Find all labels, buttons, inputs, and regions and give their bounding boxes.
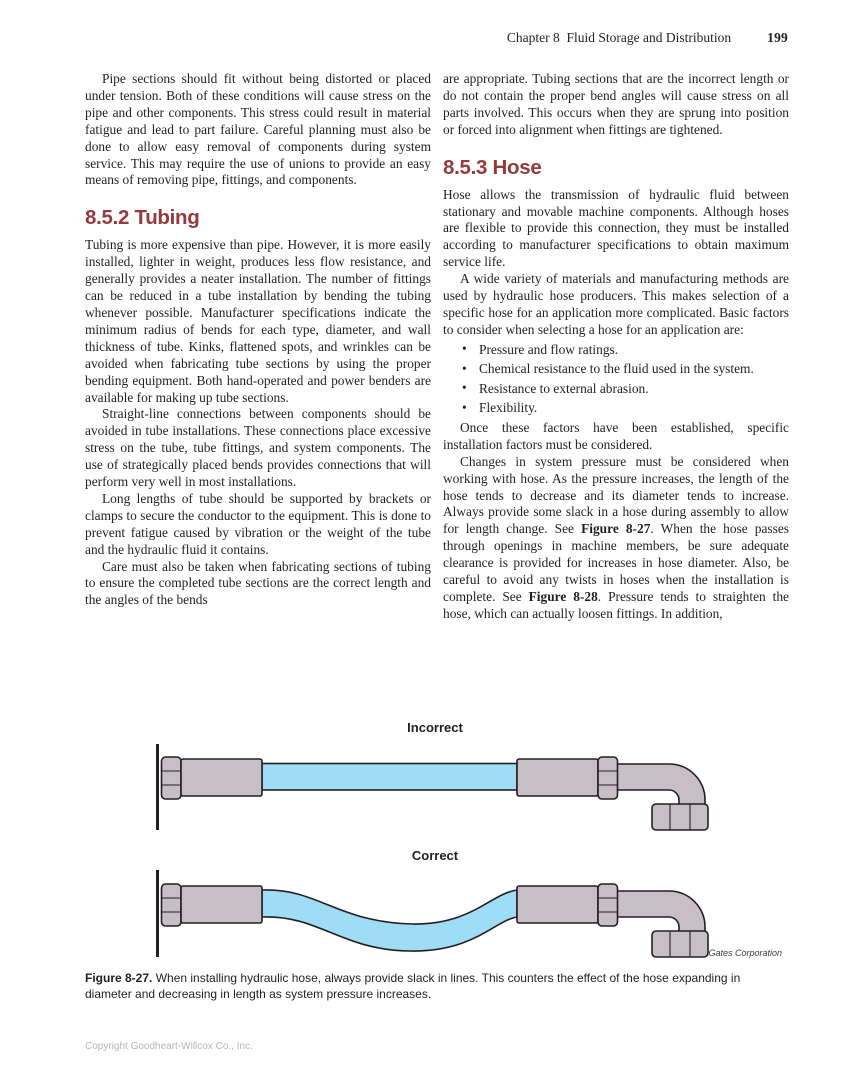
paragraph-pipe-sections: Pipe sections should fit without being distorted or placed under tension. Both of these conditions will cause stress on the pipe and other components. This stress could result in material fatigue and lead to part failure. Careful planning must also be done to allow easy removal of components during system service. This may require the use of unions to provide an easy means of removing pipe, fittings, and components. — [85, 71, 431, 188]
list-item-text: Flexibility. — [479, 400, 538, 415]
chapter-title: Chapter 8 Fluid Storage and Distribution — [506, 30, 732, 45]
left-column — [85, 71, 431, 609]
list-item-text: Chemical resistance to the fluid used in the system. — [479, 361, 754, 377]
correct-label: Correct — [411, 848, 459, 863]
figure-8-27-reference: Figure 8-27 — [581, 521, 651, 537]
paragraph-care: Care must also be taken when fabricating sections of tubing to ensure the completed tube sections are the correct length and the angles of the bends — [85, 558, 431, 608]
right-column — [443, 71, 789, 623]
bullet-glyph: • — [462, 360, 467, 376]
bullet-glyph: • — [462, 399, 467, 415]
paragraph-long-lengths: Long lengths of tube should be supported by brackets or clamps to secure the conductor to the equipment. This is done to prevent fatigue caused by vibration or the weight of the tube and the hydraulic fluid it contains. — [85, 490, 431, 557]
list-item — [462, 400, 789, 417]
left-fitting-sleeve — [181, 759, 262, 796]
changes-text: Changes in system pressure must be considered when working with hose. As the pressure increases, the length of the hose tends to decrease and its diameter tends to increase. Always provide some slack in a hose during assembly to allow for length change. See — [443, 453, 789, 537]
bullet-glyph: • — [462, 341, 467, 357]
section-heading-hose: 8.5.3 Hose — [443, 155, 542, 179]
paragraph-straight-line: Straight-line connections between components should be avoided in tube installations. These connections place excessive stress on the tube, tube fittings, and system components. The use of strategically placed bends provides connections that will perform very well in most installations. — [85, 406, 431, 490]
paragraph-hose-intro: Hose allows the transmission of hydraulic fluid between stationary and movable machine components. Although hoses are flexible to provide this connection, they must be installed according to manufacturer specifications to obtain maximum service life. — [443, 186, 789, 270]
figure-8-28-reference: Figure 8-28 — [528, 588, 598, 604]
section-heading-tubing: 8.5.2 Tubing — [85, 206, 200, 230]
figure-credit: Gates Corporation — [708, 948, 782, 958]
hose-factor-list — [443, 342, 789, 417]
paragraph-once-factors: Once these factors have been established, specific installation factors must be considered. — [443, 419, 789, 452]
running-head — [0, 30, 788, 46]
bottom-hex-nut — [652, 931, 708, 957]
left-hex-nut — [162, 757, 182, 799]
copyright-notice: Copyright Goodheart-Willcox Co., Inc. — [85, 1041, 253, 1052]
slack-hose — [262, 890, 517, 951]
figure-8-27-illustration — [0, 710, 849, 968]
figure-caption — [85, 970, 767, 1002]
right-fitting-sleeve — [517, 759, 598, 796]
incorrect-label: Incorrect — [407, 720, 463, 735]
paragraph-appropriate: are appropriate. Tubing sections that are the incorrect length or do not contain the proper bend angles will cause stress on all parts involved. This occurs when they are sprung into position or forced into alignment when fittings are tightened. — [443, 71, 789, 137]
bullet-glyph: • — [462, 380, 467, 396]
paragraph-changes — [443, 454, 789, 623]
paragraph-tubing-intro: Tubing is more expensive than pipe. However, it is more easily installed, lighter in weight, produces less flow resistance, and generally provides a neater installation. The number of fittings can be reduced in a tube installation by bending the tubing whenever possible. Manufacturer specifications indicate the minimum radius of bends for each type, diameter, and wall thickness of tube. Kinks, flattened spots, and wrinkles can be avoided when fabricating tube sections by using the proper bending equipment. Both hand-operated and power benders are available for making up tube sections. — [85, 237, 431, 405]
changes-text: . Pressure tends to straighten the hose, which can actually loosen fittings. In addition, — [443, 588, 789, 621]
list-item — [462, 381, 789, 398]
bottom-hex-nut — [652, 804, 708, 830]
paragraph-wide-variety: A wide variety of materials and manufacturing methods are used by hydraulic hose producers. This makes selection of a specific hose for an application more complicated. Basic factors to consider when selecting a hose for an application are: — [443, 271, 789, 337]
list-item — [462, 342, 789, 359]
changes-text: . When the hose passes through openings in machine members, be sure adequate clearance is provided for increases in hose diameter. Also, be careful to avoid any twists in hoses when the installation is complete. See — [443, 521, 790, 604]
figure-caption-text: When installing hydraulic hose, always provide slack in lines. This counters the effect of the hose expanding in diameter and decreasing in length as system pressure increases. — [85, 971, 741, 1001]
straight-hose — [262, 764, 517, 791]
list-item-text: Pressure and flow ratings. — [479, 341, 619, 357]
right-hex-nut — [598, 757, 618, 799]
list-item-text: Resistance to external abrasion. — [479, 380, 649, 396]
page-number: 199 — [767, 30, 788, 45]
figure-caption-number: Figure 8-27. — [85, 971, 153, 985]
left-hex-nut — [162, 884, 182, 926]
right-hex-nut — [598, 884, 618, 926]
right-fitting-sleeve — [517, 886, 598, 923]
incorrect-hose-diagram — [158, 744, 709, 830]
list-item — [462, 361, 789, 378]
elbow-pipe — [617, 891, 705, 935]
correct-hose-diagram — [158, 870, 709, 957]
elbow-pipe — [617, 764, 705, 808]
left-fitting-sleeve — [181, 886, 262, 923]
